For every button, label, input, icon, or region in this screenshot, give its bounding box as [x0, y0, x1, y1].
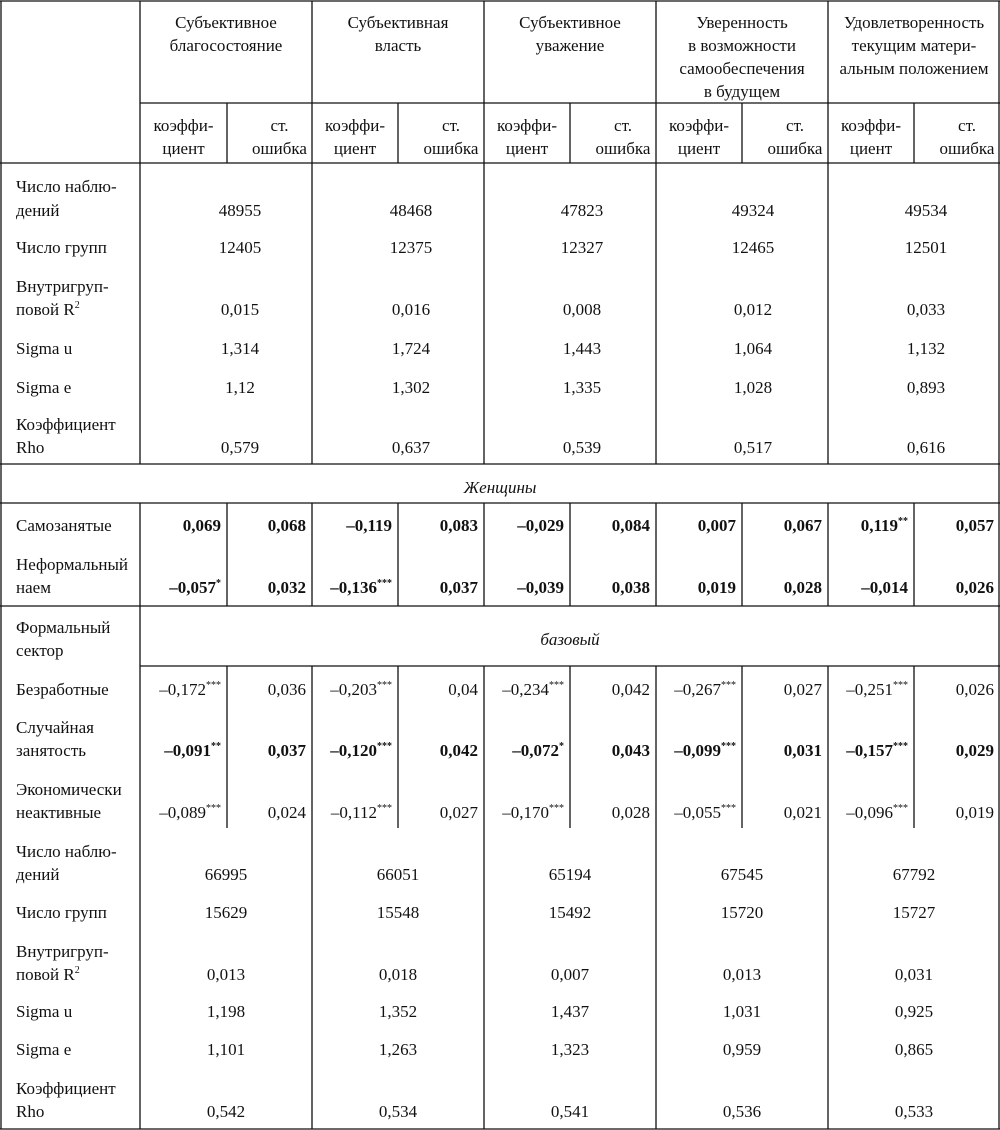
standard-error: 0,067: [783, 516, 822, 535]
stat-value: 15548: [376, 903, 420, 922]
coefficient-value: –0,096: [846, 803, 893, 822]
standard-error: 0,084: [611, 516, 650, 535]
row-label: Sigma e: [16, 378, 72, 397]
coefficient-significance: **: [898, 516, 908, 527]
stat-value: 0,541: [550, 1102, 590, 1121]
standard-error: 0,043: [611, 741, 650, 760]
stat-value: 0,959: [722, 1040, 762, 1059]
coefficient-value: –0,234: [502, 680, 549, 699]
row-label: Rho: [16, 438, 45, 457]
row-label: Коэффициент: [16, 415, 116, 434]
stat-value: 0,007: [550, 965, 590, 984]
se-header: ошибка: [939, 139, 995, 158]
column-group-header: благосостояние: [169, 36, 283, 55]
column-group-header: уважение: [535, 36, 605, 55]
r2-superscript: 2: [74, 300, 80, 311]
coefficient-significance: **: [211, 741, 221, 752]
column-group-header: Субъективное: [519, 13, 621, 32]
standard-error: 0,037: [439, 578, 478, 597]
coefficient-value: 0,007: [697, 516, 736, 535]
coefficient-significance: ***: [377, 741, 392, 752]
se-header: ошибка: [767, 139, 823, 158]
section-title-women: Женщины: [463, 478, 537, 497]
stat-value: 12375: [389, 238, 433, 257]
coefficient-significance: ***: [377, 578, 392, 589]
stat-value: 1,352: [378, 1002, 418, 1021]
standard-error: 0,057: [955, 516, 994, 535]
stat-value: 67545: [720, 865, 764, 884]
coefficient-value: –0,099: [674, 741, 721, 760]
stat-value: 66051: [376, 865, 420, 884]
column-group-header: Удовлетворенность: [843, 13, 985, 32]
stat-value: 1,724: [391, 339, 431, 358]
stat-value: 15492: [548, 903, 592, 922]
stat-value: 0,893: [906, 378, 946, 397]
se-header: ст.: [442, 116, 460, 135]
stat-value: 49324: [731, 201, 775, 220]
stat-value: 0,925: [894, 1002, 934, 1021]
se-header: ст.: [958, 116, 976, 135]
stat-value: 48955: [218, 201, 262, 220]
column-group-header: текущим матери-: [851, 36, 977, 55]
stat-value: 0,031: [894, 965, 934, 984]
stat-value: 0,517: [733, 438, 773, 457]
standard-error: 0,019: [955, 803, 994, 822]
coefficient-value: –0,172: [159, 680, 206, 699]
coefficient-value: –0,029: [517, 516, 564, 535]
standard-error: 0,036: [267, 680, 306, 699]
se-header: ошибка: [595, 139, 651, 158]
se-header: ошибка: [252, 139, 307, 158]
stat-value: 1,437: [550, 1002, 590, 1021]
row-label: Rho: [16, 1102, 45, 1121]
row-label: Число наблю-: [16, 842, 117, 861]
stat-value: 15629: [204, 903, 248, 922]
coefficient-value: 0,019: [697, 578, 736, 597]
stat-value: 0,013: [206, 965, 246, 984]
coefficient-significance: ***: [206, 680, 221, 691]
coefficient-value: –0,039: [517, 578, 564, 597]
row-label: дений: [16, 201, 60, 220]
column-group-header: самообеспечения: [679, 59, 805, 78]
stat-value: 12501: [904, 238, 948, 257]
stat-value: 0,016: [391, 300, 431, 319]
stat-value: 1,335: [562, 378, 602, 397]
standard-error: 0,026: [955, 578, 994, 597]
coefficient-value: –0,120: [330, 741, 377, 760]
coefficient-significance: ***: [377, 803, 392, 814]
standard-error: 0,027: [439, 803, 478, 822]
coefficient-value: –0,136: [330, 578, 377, 597]
row-label: повой $R^2$: [16, 965, 80, 984]
coefficient-value: –0,057: [169, 578, 216, 597]
stat-value: 66995: [204, 865, 248, 884]
stat-value: 12465: [731, 238, 775, 257]
coefficient-significance: ***: [893, 741, 908, 752]
stat-value: 0,033: [906, 300, 946, 319]
coef-header: циент: [333, 139, 377, 158]
standard-error: 0,024: [267, 803, 306, 822]
stat-value: 0,012: [733, 300, 773, 319]
coefficient-value: –0,014: [861, 578, 908, 597]
stat-value: 15727: [892, 903, 936, 922]
row-label: Случайная: [16, 718, 94, 737]
standard-error: 0,021: [783, 803, 822, 822]
coefficient-significance: ***: [721, 741, 736, 752]
row-label: Число групп: [16, 238, 107, 257]
coef-header: циент: [677, 139, 721, 158]
coefficient-value: –0,170: [502, 803, 549, 822]
se-header: ошибка: [423, 139, 479, 158]
se-header: ст.: [614, 116, 632, 135]
row-label: Самозанятые: [16, 516, 112, 535]
row-label: занятость: [16, 741, 87, 760]
row-label: Sigma e: [16, 1040, 72, 1059]
standard-error: 0,068: [267, 516, 306, 535]
stat-value: 0,008: [562, 300, 602, 319]
coefficient-value: 0,069: [182, 516, 221, 535]
coefficient-significance: ***: [549, 803, 564, 814]
row-label: Внутригруп-: [16, 277, 109, 296]
stat-value: 1,323: [550, 1040, 590, 1059]
stat-value: 15720: [720, 903, 764, 922]
coef-header: коэффи-: [669, 116, 729, 135]
column-group-header: Субъективное: [175, 13, 277, 32]
coefficient-value: –0,251: [846, 680, 893, 699]
stat-value: 0,637: [391, 438, 431, 457]
coefficient-value: –0,089: [159, 803, 206, 822]
stat-value: 1,031: [722, 1002, 762, 1021]
stat-value: 1,198: [206, 1002, 246, 1021]
stat-value: 0,539: [562, 438, 602, 457]
stat-value: 12327: [560, 238, 604, 257]
stat-value: 0,579: [220, 438, 260, 457]
se-header: ст.: [786, 116, 804, 135]
r2-superscript: 2: [74, 965, 80, 976]
coefficient-value: 0,119: [860, 516, 898, 535]
stat-value: 49534: [904, 201, 948, 220]
coef-header: коэффи-: [153, 116, 214, 135]
coef-header: циент: [849, 139, 893, 158]
coefficient-significance: *: [216, 578, 221, 589]
standard-error: 0,04: [448, 680, 478, 699]
stat-value: 0,542: [206, 1102, 246, 1121]
standard-error: 0,042: [611, 680, 650, 699]
stat-value: 0,015: [220, 300, 260, 319]
coefficient-significance: ***: [893, 803, 908, 814]
base-category-label: базовый: [540, 630, 600, 649]
standard-error: 0,032: [267, 578, 306, 597]
coefficient-value: –0,091: [164, 741, 211, 760]
coefficient-value: –0,072: [512, 741, 559, 760]
stat-value: 1,314: [220, 339, 260, 358]
stat-value: 0,616: [906, 438, 946, 457]
row-label: Неформальный: [16, 555, 128, 574]
stat-value: 0,013: [722, 965, 762, 984]
row-label: Формальный: [16, 618, 111, 637]
coefficient-value: –0,112: [330, 803, 377, 822]
row-label: Sigma u: [16, 339, 73, 358]
row-label: Коэффициент: [16, 1079, 116, 1098]
coef-header: коэффи-: [497, 116, 557, 135]
column-group-header: власть: [374, 36, 422, 55]
coefficient-value: –0,055: [674, 803, 721, 822]
standard-error: 0,042: [439, 741, 478, 760]
standard-error: 0,031: [783, 741, 822, 760]
coefficient-significance: ***: [721, 680, 736, 691]
coefficient-value: –0,119: [346, 516, 392, 535]
standard-error: 0,029: [955, 741, 994, 760]
row-label: Экономически: [16, 780, 122, 799]
row-label: сектор: [16, 641, 64, 660]
row-label: дений: [16, 865, 60, 884]
standard-error: 0,037: [267, 741, 306, 760]
stat-value: 1,101: [206, 1040, 246, 1059]
stat-value: 1,302: [391, 378, 431, 397]
stat-value: 0,534: [378, 1102, 418, 1121]
row-label: Число групп: [16, 903, 107, 922]
coefficient-significance: ***: [377, 680, 392, 691]
coef-header: циент: [505, 139, 549, 158]
standard-error: 0,027: [783, 680, 822, 699]
standard-error: 0,028: [783, 578, 822, 597]
column-group-header: в будущем: [703, 82, 781, 101]
stat-value: 12405: [218, 238, 262, 257]
row-label: Безработные: [16, 680, 109, 699]
coefficient-significance: *: [559, 741, 564, 752]
row-label: повой $R^2$: [16, 300, 80, 319]
standard-error: 0,026: [955, 680, 994, 699]
coefficient-significance: ***: [206, 803, 221, 814]
stat-value: 1,132: [906, 339, 946, 358]
stat-value: 1,12: [225, 378, 255, 397]
stat-value: 47823: [560, 201, 604, 220]
coefficient-significance: ***: [549, 680, 564, 691]
row-label: Sigma u: [16, 1002, 73, 1021]
stat-value: 0,536: [722, 1102, 762, 1121]
row-label: неактивные: [16, 803, 102, 822]
stat-value: 0,018: [378, 965, 418, 984]
stat-value: 48468: [389, 201, 433, 220]
stat-value: 1,064: [733, 339, 773, 358]
row-label: Число наблю-: [16, 177, 117, 196]
coef-header: циент: [162, 139, 205, 158]
coef-header: коэффи-: [841, 116, 901, 135]
coefficient-value: –0,157: [846, 741, 893, 760]
row-label: наем: [16, 578, 51, 597]
coefficient-value: –0,203: [330, 680, 377, 699]
stat-value: 67792: [892, 865, 936, 884]
standard-error: 0,028: [611, 803, 650, 822]
column-group-header: Субъективная: [347, 13, 449, 32]
column-group-header: альным положением: [839, 59, 989, 78]
stat-value: 1,443: [562, 339, 602, 358]
stat-value: 1,028: [733, 378, 773, 397]
coefficient-significance: ***: [893, 680, 908, 691]
stat-value: 0,865: [894, 1040, 934, 1059]
column-group-header: Уверенность: [696, 13, 788, 32]
standard-error: 0,083: [439, 516, 478, 535]
stat-value: 0,533: [894, 1102, 934, 1121]
column-group-header: в возможности: [688, 36, 796, 55]
stat-value: 1,263: [378, 1040, 418, 1059]
coefficient-value: –0,267: [674, 680, 721, 699]
stat-value: 65194: [548, 865, 592, 884]
se-header: ст.: [270, 116, 289, 135]
row-label: Внутригруп-: [16, 942, 109, 961]
coefficient-significance: ***: [721, 803, 736, 814]
standard-error: 0,038: [611, 578, 650, 597]
coef-header: коэффи-: [325, 116, 385, 135]
